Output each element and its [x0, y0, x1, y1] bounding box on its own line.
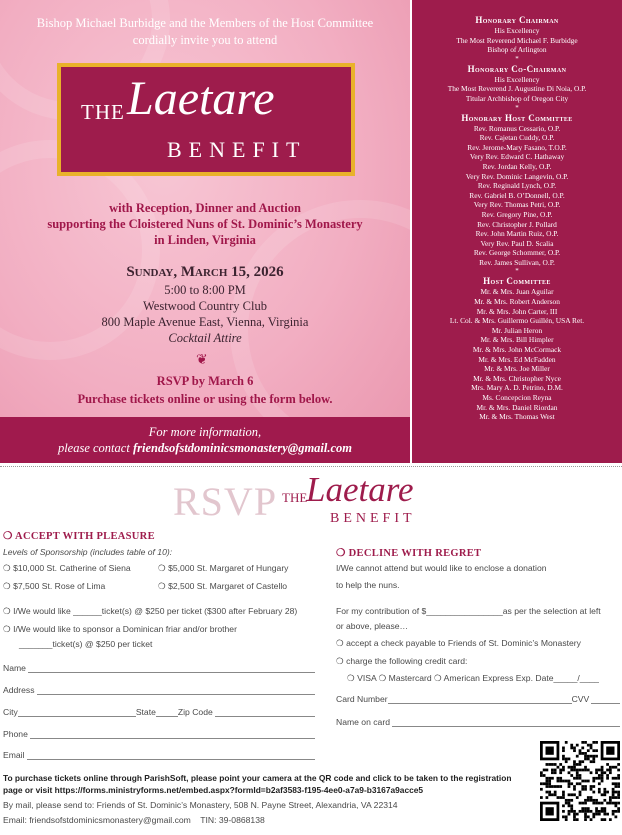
list-item: Lt. Col. & Mrs. Guillermo Guillén, USA Ret. [449, 316, 585, 326]
list-item: Rev. Jordan Kelly, O.P. [482, 161, 552, 171]
list-item: His Excellency [494, 74, 540, 84]
zip-input[interactable] [215, 709, 315, 717]
email-field[interactable] [3, 750, 315, 760]
footer-contact [3, 815, 265, 825]
invitation-line: cordially invite you to attend [132, 33, 278, 47]
card-number-label: Card Number [336, 694, 388, 704]
rsvp-deadline: RSVP by March 6 [156, 374, 254, 388]
event-time: 5:00 to 8:00 PM [164, 283, 246, 297]
city-input[interactable] [18, 708, 136, 717]
title-the: THE [81, 100, 125, 124]
list-item: Mr. & Mrs. John McCormack [472, 345, 562, 355]
more-info-prefix: please contact [57, 441, 133, 455]
honorary-chairman-list [412, 26, 622, 55]
address-field[interactable] [3, 685, 315, 695]
sponsor-level-option[interactable]: ❍ $5,000 St. Margaret of Hungary [158, 563, 289, 573]
list-item: Rev. George Schommer, O.P. [473, 248, 561, 258]
tin-label: TIN: [200, 815, 217, 825]
name-field[interactable] [3, 663, 315, 673]
honorary-host-title: Honorary Host Committee [461, 112, 573, 123]
sponsorship-levels-label: Levels of Sponsorship (includes table of 10): [3, 547, 173, 557]
rsvp-purchase-note: Purchase tickets online or using the form below. [77, 392, 333, 406]
list-item: Mr. & Mrs. Joe Miller [484, 364, 550, 374]
invitation-line: Bishop Michael Burbidge and the Members of the Host Committee [36, 16, 374, 30]
event-venue: Westwood Country Club [143, 299, 267, 313]
cvv-label: CVV [571, 694, 590, 704]
cvv-input[interactable] [591, 696, 620, 704]
list-item: Mr. & Mrs. Robert Anderson [474, 297, 560, 307]
list-item: Rev. Christopher J. Pollard [477, 219, 557, 229]
event-address: 800 Maple Avenue East, Vienna, Virginia [101, 315, 309, 329]
list-item: Rev. Jerome-Mary Fasano, T.O.P. [467, 142, 567, 152]
name-on-card-input[interactable] [392, 719, 620, 727]
list-item: Mrs. Mary A. D. Petrino, D.M. [471, 383, 563, 393]
sponsor-friar-option[interactable]: ❍ I/We would like to sponsor a Dominican friar and/or brother [3, 624, 237, 634]
name-input[interactable] [28, 665, 315, 673]
title-laetare: Laetare [127, 72, 275, 125]
check-option[interactable]: ❍ accept a check payable to Friends of St. Dominic’s Monastery [336, 638, 581, 648]
phone-field[interactable] [3, 729, 315, 739]
more-info-banner [0, 417, 410, 463]
zip-label: Zip Code [177, 707, 213, 717]
host-committee-list [412, 287, 622, 421]
details-line: supporting the Cloistered Nuns of St. Dominic’s Monastery [47, 217, 363, 231]
sponsor-friar-tickets: _______ticket(s) @ $250 per ticket [19, 639, 153, 649]
credit-card-option[interactable]: ❍ charge the following credit card: [336, 656, 468, 666]
card-number-input[interactable] [388, 695, 572, 704]
city-state-zip-field[interactable] [3, 707, 315, 717]
decline-checkbox[interactable]: ❍ DECLINE WITH REGRET [336, 548, 482, 559]
more-info-line: For more information, [148, 425, 262, 439]
list-item: Ms. Concepcion Reyna [482, 393, 552, 402]
invitation-panel [0, 0, 410, 463]
committee-panel [412, 0, 622, 463]
rsvp-heading: RSVP [173, 479, 278, 524]
event-date: Sunday, March 15, 2026 [126, 264, 284, 280]
list-item: Very Rev. Dominic Langevin, O.P. [465, 171, 569, 181]
email-input[interactable] [27, 752, 316, 760]
list-item: Mr. & Mrs. Bill Himpler [480, 335, 554, 345]
rsvp-title-the: THE [282, 490, 308, 505]
flower-icon: ❦ [196, 352, 208, 368]
footer-email-label: Email: [3, 815, 27, 825]
honorary-cochairman-title: Honorary Co-Chairman [467, 63, 567, 74]
footer-email-link[interactable]: friendsofstdominicsmonastery@gmail.com [29, 815, 191, 825]
accept-checkbox[interactable]: ❍ ACCEPT WITH PLEASURE [3, 531, 155, 542]
list-item: Mr. Julian Heron [491, 325, 543, 335]
decline-text: I/We cannot attend but would like to enclose a donation [336, 563, 547, 573]
honorary-host-list [412, 124, 622, 268]
details-line: with Reception, Dinner and Auction [109, 201, 301, 215]
address-label: Address [3, 685, 35, 695]
list-item: Titular Archbishop of Oregon City [465, 93, 569, 103]
rsvp-title-laetare: Laetare [306, 470, 414, 509]
phone-label: Phone [3, 729, 28, 739]
tickets-option[interactable]: ❍ I/We would like ______ticket(s) @ $250 per ticket ($300 after February 28) [3, 606, 298, 616]
list-item: Very Rev. Edward C. Hathaway [469, 152, 565, 162]
online-purchase-note: To purchase tickets online through ParishSoft, please point your camera at the QR code and click to be taken to the registration page or visit https://forms.ministryforms.net/embed.aspx?formId=b2af3583-f195-4ee0-a7a9-b3167a9acce5 [3, 773, 512, 795]
mail-note: By mail, please send to: Friends of St. Dominic’s Monastery, 508 N. Payne Street, Alexandria, VA 22314 [3, 800, 398, 810]
contribution-field[interactable]: For my contribution of $________________as per the selection at left [336, 606, 601, 616]
phone-input[interactable] [30, 731, 315, 739]
list-item: Mr. & Mrs. Christopher Nyce [473, 373, 561, 383]
contribution-text: or above, please… [336, 621, 409, 631]
list-item: Rev. Romanus Cessario, O.P. [473, 123, 561, 133]
qr-code-icon[interactable] [540, 741, 620, 821]
rsvp-title-benefit: BENEFIT [330, 511, 416, 526]
card-number-field[interactable] [336, 694, 620, 704]
honorary-cochairman-list [412, 75, 622, 104]
list-item: Rev. Gregory Pine, O.P. [481, 209, 553, 219]
list-item: Rev. James Sullivan, O.P. [479, 257, 555, 267]
rsvp-note [0, 372, 410, 408]
list-item: Rev. Reginald Lynch, O.P. [477, 181, 557, 191]
list-item: Very Rev. Paul D. Scalia [480, 238, 554, 248]
sponsor-level-option[interactable]: ❍ $2,500 St. Margaret of Castello [158, 581, 288, 591]
details-line: in Linden, Virginia [154, 233, 256, 247]
city-label: City [3, 707, 18, 717]
event-details [0, 200, 410, 248]
list-item: Bishop of Arlington [487, 45, 547, 55]
cut-line-divider [0, 466, 622, 467]
list-item: Mr. & Mrs. Thomas West [479, 412, 555, 422]
sponsor-level-option[interactable]: ❍ $10,000 St. Catherine of Siena [3, 563, 131, 573]
list-item: Mr. & Mrs. Daniel Riordan [476, 402, 558, 412]
list-item: Mr. & Mrs. John Carter, III [476, 306, 558, 316]
list-item: Rev. Gabriel B. O’Donnell, O.P. [469, 190, 565, 200]
list-item: The Most Reverend J. Augustine Di Noia, O.P. [447, 84, 587, 94]
separator-star: * [515, 103, 519, 112]
event-title-box [57, 63, 355, 176]
decline-text: to help the nuns. [336, 580, 400, 590]
event-attire: Cocktail Attire [168, 331, 242, 345]
state-input[interactable] [156, 708, 178, 717]
more-info-contact [0, 440, 410, 456]
name-on-card-label: Name on card [336, 717, 390, 727]
list-item: Mr. & Mrs. Juan Aguilar [480, 287, 554, 297]
separator-star: * [515, 54, 519, 63]
invitation-text [0, 15, 410, 49]
separator-star: * [515, 267, 519, 276]
list-item: Very Rev. Thomas Petri, O.P. [473, 200, 561, 210]
list-item: Rev. Cajetan Cuddy, O.P. [479, 133, 555, 143]
list-item: Mr. & Mrs. Ed McFadden [478, 354, 556, 364]
host-committee-title: Host Committee [483, 276, 551, 287]
card-type-options[interactable]: ❍ VISA ❍ Mastercard ❍ American Express Exp. Date_____/____ [347, 673, 599, 683]
state-label: State [135, 707, 156, 717]
honorary-chairman-title: Honorary Chairman [475, 15, 559, 25]
list-item: Rev. John Martin Ruiz, O.P. [475, 229, 559, 239]
name-on-card-field[interactable] [336, 717, 620, 727]
list-item: His Excellency [494, 26, 540, 35]
address-input[interactable] [37, 687, 315, 695]
contact-email-link[interactable]: friendsofstdominicsmonastery@gmail.com [132, 441, 353, 455]
name-label: Name [3, 663, 26, 673]
event-info [0, 262, 410, 346]
email-label: Email [3, 750, 25, 760]
tin-value: 39-0868138 [218, 815, 265, 825]
list-item: The Most Reverend Michael F. Burbidge [456, 35, 578, 45]
sponsor-level-option[interactable]: ❍ $7,500 St. Rose of Lima [3, 581, 106, 591]
title-benefit: BENEFIT [167, 137, 307, 162]
